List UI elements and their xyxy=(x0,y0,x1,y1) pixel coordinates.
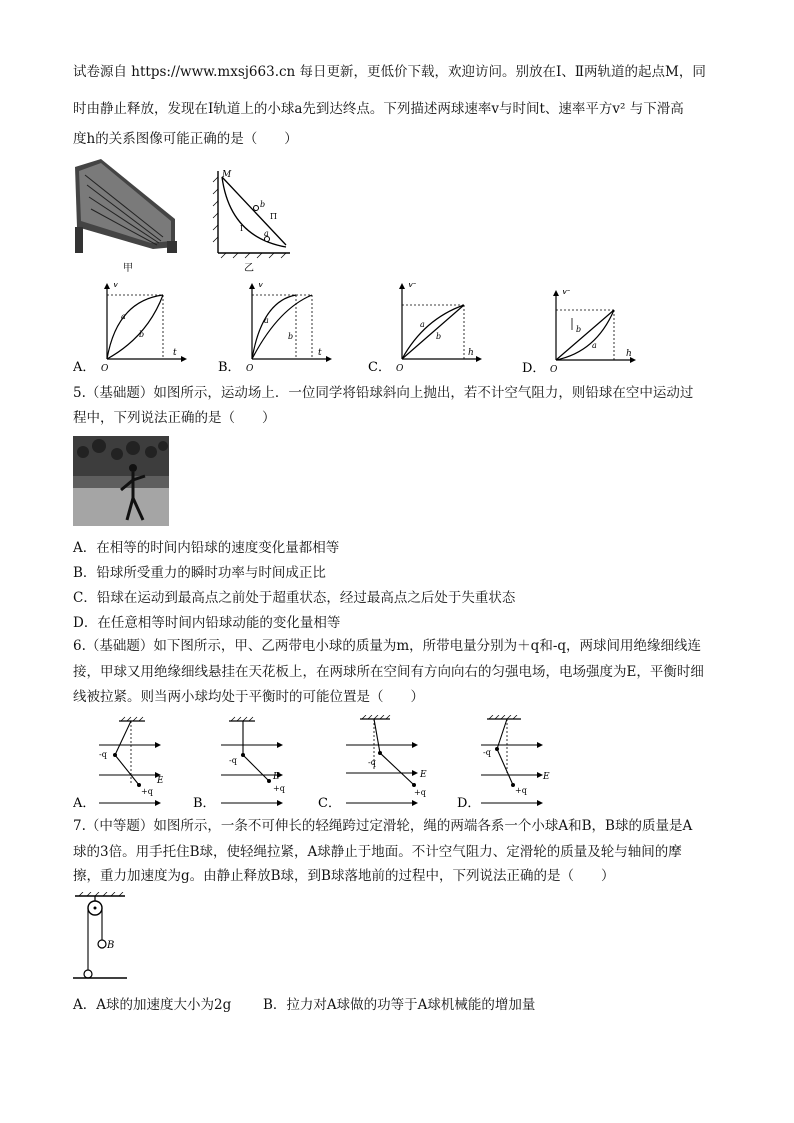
question-4-stem-line-2: 时由静止释放，发现在Ⅰ轨道上的小球a先到达终点。下列描述两球速率v与时间t、速率平方v² 与下滑高 xyxy=(73,101,684,117)
q4-option-b[interactable] xyxy=(218,283,333,373)
figure-yi-diagram xyxy=(212,167,292,275)
axis-y-label: v xyxy=(113,283,119,290)
question-7-stem-line-1: 7.（中等题）如图所示，一条不可伸长的轻绳跨过定滑轮，绳的两端各系一个小球A和B，B球的质量是A xyxy=(73,818,693,834)
q7-option-b[interactable]: B．拉力对A球做的功等于A球机械能的增加量 xyxy=(263,997,536,1013)
q4-option-a-letter: A． xyxy=(73,360,96,373)
ball-a xyxy=(84,970,92,978)
axis-x-label: t xyxy=(173,348,177,358)
curve-label-2: b xyxy=(288,332,294,341)
axis-y-label: v² xyxy=(562,290,571,297)
q6-option-a-diagram xyxy=(73,715,163,810)
label-M: M xyxy=(222,170,232,180)
curve-label-1: a xyxy=(420,320,425,329)
origin-label: O xyxy=(101,364,109,373)
q4-option-b-letter: B． xyxy=(218,360,241,373)
question-7-stem-line-2: 球的3倍。用手托住B球，使轻绳拉紧，A球静止于地面。不计空气阻力、定滑轮的质量及轮与轴间的摩 xyxy=(73,844,682,860)
field-label: E xyxy=(273,772,280,782)
q6-option-c-diagram xyxy=(318,715,433,810)
origin-label: O xyxy=(396,364,404,373)
label-b: b xyxy=(260,200,266,209)
ball-b xyxy=(98,940,106,948)
axis-y-label: v² xyxy=(408,283,417,290)
q4-option-a-graph xyxy=(73,283,188,373)
curve-label-2: b xyxy=(139,330,145,339)
q6-option-b[interactable] xyxy=(193,715,293,810)
q4-option-d-graph xyxy=(522,290,642,374)
origin-label: O xyxy=(246,364,254,373)
q5-option-b[interactable]: B．铅球所受重力的瞬时功率与时间成正比 xyxy=(73,565,326,581)
charge-pos-label: +q xyxy=(515,786,527,795)
q4-option-c[interactable] xyxy=(368,283,483,373)
axis-x-label: h xyxy=(468,348,474,358)
shot-put-photo xyxy=(73,436,169,526)
charge-pos-label: +q xyxy=(414,788,426,797)
question-6-stem-line-3: 线被拉紧。则当两小球均处于平衡时的可能位置是（ ） xyxy=(73,689,424,705)
q4-option-c-graph xyxy=(368,283,483,373)
figure-yi-label: 乙 xyxy=(244,263,254,274)
question-6-stem-line-1: 6.（基础题）如下图所示，甲、乙两带电小球的质量为m，所带电量分别为＋q和-q，两球间用绝缘细线连 xyxy=(73,638,702,654)
q6-option-d-letter: D． xyxy=(457,796,481,810)
question-7-stem-line-3: 擦，重力加速度为g。由静止释放B球，到B球落地前的过程中，下列说法正确的是（ ） xyxy=(73,868,615,884)
charge-pos-label: +q xyxy=(273,784,285,793)
charge-neg-label: -q xyxy=(99,750,107,759)
figure-jia-photo xyxy=(73,157,183,275)
figure-jia-label: 甲 xyxy=(123,263,133,274)
curve-label-1: b xyxy=(576,325,582,334)
q6-option-b-letter: B． xyxy=(193,796,216,810)
curve-label-1: a xyxy=(121,312,126,321)
q5-option-c[interactable]: C．铅球在运动到最高点之前处于超重状态，经过最高点之后处于失重状态 xyxy=(73,590,516,606)
q4-option-a[interactable] xyxy=(73,283,188,373)
charge-neg-label: -q xyxy=(483,748,491,757)
q6-option-c[interactable] xyxy=(318,715,433,810)
curve-label-2: a xyxy=(592,341,597,350)
axis-x-label: h xyxy=(626,349,632,359)
field-label: E xyxy=(543,772,550,782)
q7-option-a[interactable]: A．A球的加速度大小为2g xyxy=(73,997,232,1013)
ball-b-label: B xyxy=(107,940,115,951)
label-a: a xyxy=(264,229,269,238)
question-4-stem-line-3: 度h的关系图像可能正确的是（ ） xyxy=(73,131,298,147)
charge-pos-label: +q xyxy=(141,787,153,796)
figure-jia xyxy=(73,157,183,275)
curve-label-2: b xyxy=(436,332,442,341)
question-5-stem-line-2: 程中，下列说法正确的是（ ） xyxy=(73,410,276,426)
question-5-stem-line-1: 5.（基础题）如图所示，运动场上．一位同学将铅球斜向上抛出，若不计空气阻力，则铅球在空中运动过 xyxy=(73,385,694,401)
q6-option-b-diagram xyxy=(193,715,293,810)
q6-option-d[interactable] xyxy=(457,715,557,810)
field-label: E xyxy=(420,770,427,780)
axis-y-label: v xyxy=(258,283,264,290)
q4-option-b-graph xyxy=(218,283,333,373)
charge-neg-label: -q xyxy=(229,756,237,765)
header-line-1: 试卷源自 https://www.mxsj663.cn 每日更新，更低价下载，欢迎访问。别放在Ⅰ、Ⅱ两轨道的起点M，同 xyxy=(73,64,706,80)
q6-option-a[interactable] xyxy=(73,715,163,810)
question-6-stem-line-2: 接，甲球又用绝缘细线悬挂在天花板上，在两球所在空间有方向向右的匀强电场，电场强度为E，平衡时细 xyxy=(73,664,704,680)
curve-label-1: a xyxy=(264,316,269,325)
field-label: E xyxy=(157,776,163,786)
q6-option-a-letter: A． xyxy=(73,796,96,810)
label-I: Ⅰ xyxy=(240,224,244,233)
shot-put-photo-image xyxy=(73,436,169,526)
figure-yi xyxy=(212,167,292,275)
q6-option-c-letter: C． xyxy=(318,796,341,810)
q6-option-d-diagram xyxy=(457,715,557,810)
q4-option-d-letter: D． xyxy=(522,361,546,374)
q5-option-d[interactable]: D．在任意相等时间内铅球动能的变化量相等 xyxy=(73,615,341,631)
charge-neg-label: -q xyxy=(368,758,376,767)
q5-option-a[interactable]: A．在相等的时间内铅球的速度变化量都相等 xyxy=(73,540,340,556)
origin-label: O xyxy=(550,365,558,374)
label-II: Π xyxy=(270,212,277,221)
pulley-figure xyxy=(73,892,129,984)
axis-x-label: t xyxy=(318,348,322,358)
q4-option-d[interactable] xyxy=(522,290,642,374)
q4-option-c-letter: C． xyxy=(368,360,391,373)
pulley-diagram xyxy=(73,892,129,984)
